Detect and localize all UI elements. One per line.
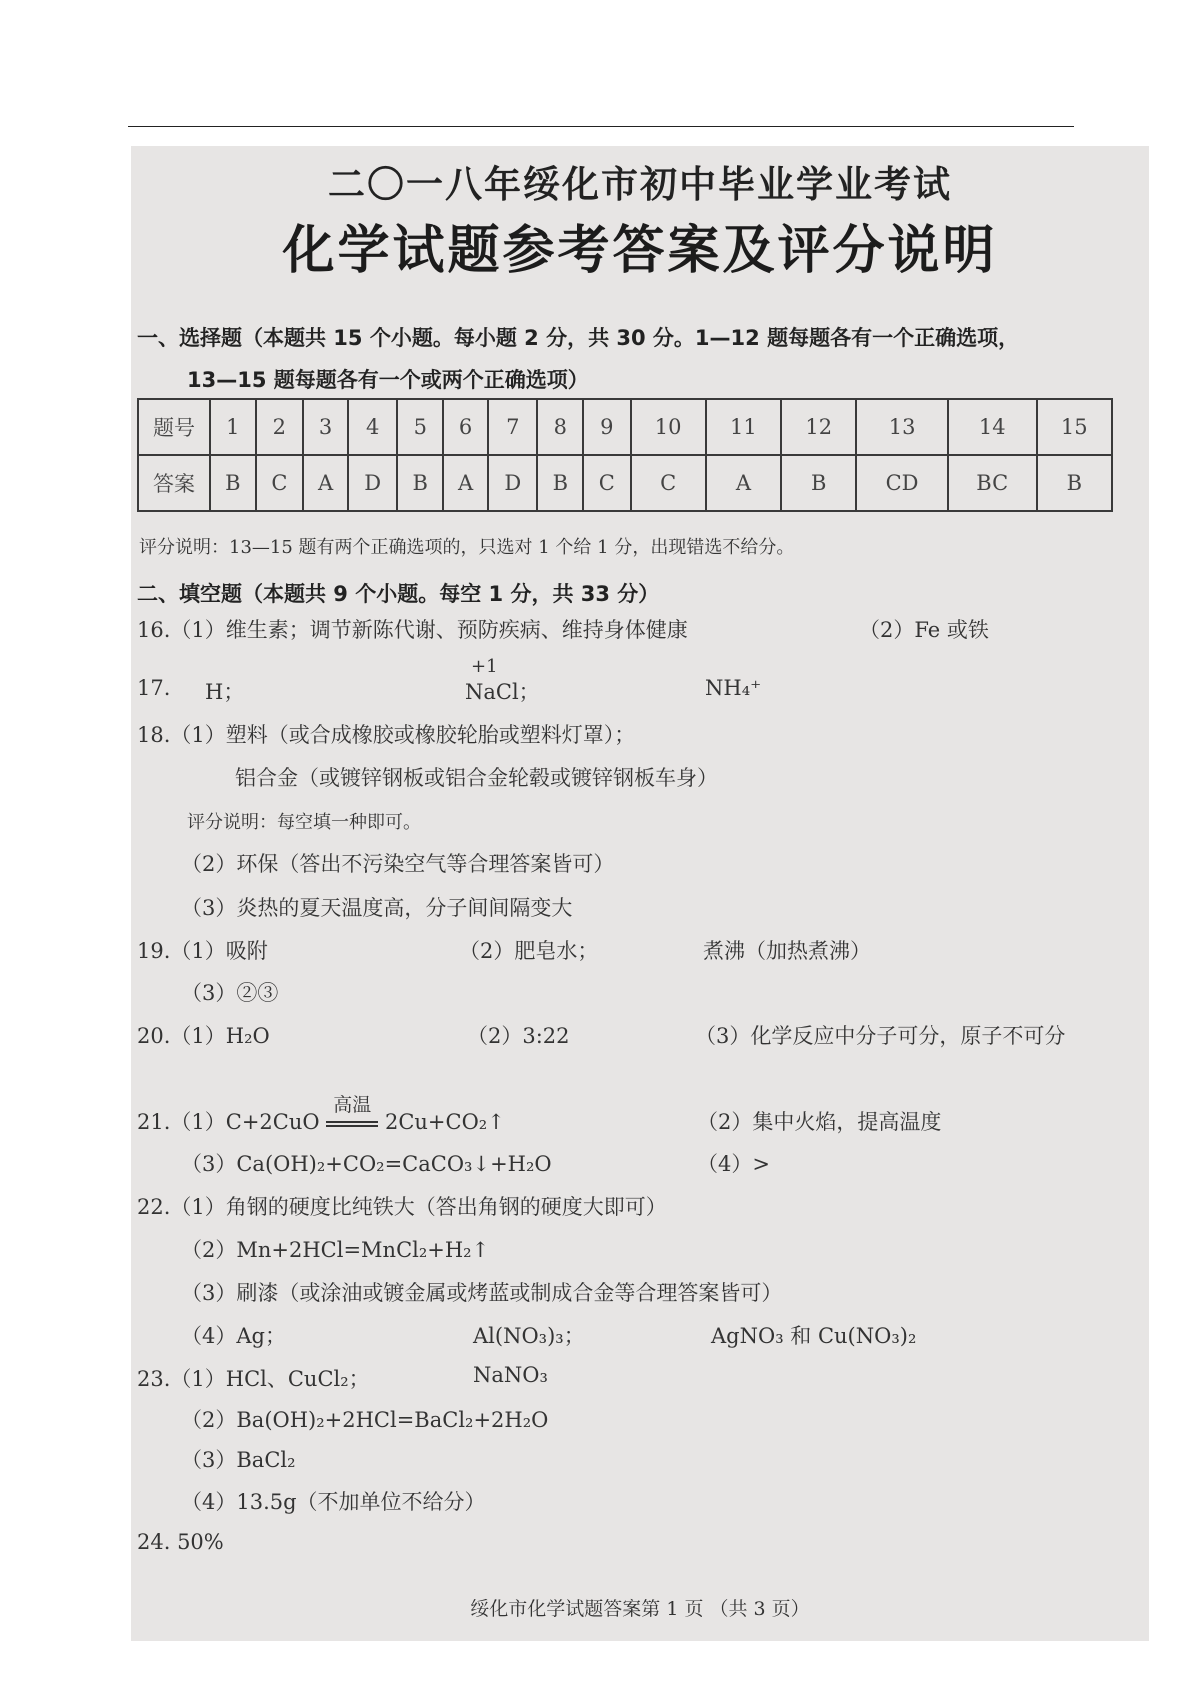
question-number: 13 — [856, 399, 947, 455]
answer-cell: D — [488, 455, 537, 511]
answer-cell: C — [631, 455, 706, 511]
answer-17-number: 17. — [137, 676, 171, 700]
answer-cell: A — [443, 455, 488, 511]
answer-cell: B — [397, 455, 443, 511]
table-row-answers — [138, 455, 1112, 511]
answer-22-part3: （3）刷漆（或涂油或镀金属或烤蓝或制成合金等合理答案皆可） — [181, 1281, 783, 1305]
answer-19-part1: 19.（1）吸附 — [137, 939, 268, 963]
question-number: 14 — [948, 399, 1037, 455]
answer-17-c: NH₄⁺ — [705, 676, 762, 700]
answer-21-part2: （2）集中火焰，提高温度 — [697, 1110, 942, 1134]
answer-key-title: 化学试题参考答案及评分说明 — [282, 221, 998, 281]
question-number: 6 — [443, 399, 488, 455]
answer-21-part1 — [137, 1094, 505, 1136]
condition-label: 高温 — [333, 1094, 372, 1116]
top-rule — [128, 126, 1074, 127]
answer-19-part2b: 煮沸（加热煮沸） — [703, 939, 871, 963]
answer-18-part1: 18.（1）塑料（或合成橡胶或橡胶轮胎或塑料灯罩）； — [137, 723, 636, 747]
answer-19-part2: （2）肥皂水； — [459, 939, 599, 963]
answer-table — [137, 398, 1113, 512]
answer-20-part2: （2）3:22 — [467, 1024, 570, 1048]
question-number: 7 — [488, 399, 537, 455]
section1-heading-cont: 13—15 题每题各有一个或两个正确选项） — [187, 368, 589, 392]
answer-16-part1: 16.（1）维生素；调节新陈代谢、预防疾病、维持身体健康 — [137, 618, 688, 642]
answer-20-part3: （3）化学反应中分子可分，原子不可分 — [695, 1024, 1066, 1048]
question-number: 4 — [348, 399, 397, 455]
question-number: 1 — [210, 399, 256, 455]
scanned-page — [131, 146, 1149, 1641]
answer-cell: C — [256, 455, 303, 511]
question-number: 2 — [256, 399, 303, 455]
answer-24: 24. 50% — [137, 1530, 224, 1554]
answer-23-part1a: 23.（1）HCl、CuCl₂； — [137, 1367, 370, 1391]
answer-cell: B — [781, 455, 856, 511]
section1-heading: 一、选择题（本题共 15 个小题。每小题 2 分，共 30 分。1—12 题每题各有一个正确选项， — [137, 326, 1020, 350]
answer-21-part4: （4）> — [697, 1152, 770, 1176]
section2-heading: 二、填空题（本题共 9 个小题。每空 1 分，共 33 分） — [137, 582, 660, 606]
question-number: 3 — [303, 399, 348, 455]
scoring-note-1: 评分说明：13—15 题有两个正确选项的，只选对 1 个给 1 分，出现错选不给分。 — [139, 537, 795, 558]
reaction-condition — [326, 1094, 378, 1134]
answer-cell: D — [348, 455, 397, 511]
answer-23-part3: （3）BaCl₂ — [181, 1448, 296, 1472]
answer-22-part4a: （4）Ag； — [181, 1324, 286, 1348]
answer-17-a: H； — [205, 680, 245, 704]
answer-cell: BC — [948, 455, 1037, 511]
answer-cell: B — [210, 455, 256, 511]
question-number: 9 — [583, 399, 630, 455]
table-row-numbers — [138, 399, 1112, 455]
answer-23-part1b: NaNO₃ — [473, 1363, 548, 1387]
answer-22-part1: 22.（1）角钢的硬度比纯铁大（答出角钢的硬度大即可） — [137, 1195, 667, 1219]
answer-18-part3: （3）炎热的夏天温度高，分子间间隔变大 — [181, 896, 573, 920]
answer-22-part4c: AgNO₃ 和 Cu(NO₃)₂ — [711, 1324, 917, 1348]
answer-18-part1-cont: 铝合金（或镀锌钢板或铝合金轮毂或镀锌钢板车身） — [235, 766, 718, 790]
answer-17-b: NaCl； — [465, 680, 540, 704]
question-number: 10 — [631, 399, 706, 455]
equation-reactants: 21.（1）C+2CuO — [137, 1110, 320, 1134]
question-number: 15 — [1037, 399, 1112, 455]
answer-cell: C — [583, 455, 630, 511]
answer-19-part3: （3）②③ — [181, 981, 279, 1005]
answer-21-part3: （3）Ca(OH)₂+CO₂=CaCO₃↓+H₂O — [181, 1152, 552, 1176]
question-number: 11 — [706, 399, 781, 455]
question-number: 5 — [397, 399, 443, 455]
answer-16-part2: （2）Fe 或铁 — [859, 618, 989, 642]
equation-products: 2Cu+CO₂↑ — [384, 1110, 505, 1134]
answer-22-part2: （2）Mn+2HCl=MnCl₂+H₂↑ — [181, 1238, 490, 1262]
answer-23-part2: （2）Ba(OH)₂+2HCl=BaCl₂+2H₂O — [181, 1408, 549, 1432]
page-footer: 绥化市化学试题答案第 1 页 （共 3 页） — [470, 1598, 810, 1620]
answer-cell: B — [1037, 455, 1112, 511]
row-label-number: 题号 — [138, 399, 210, 455]
answer-20-part1: 20.（1）H₂O — [137, 1024, 270, 1048]
answer-cell: B — [537, 455, 583, 511]
exam-title: 二〇一八年绥化市初中毕业学业考试 — [328, 163, 952, 206]
answer-cell: CD — [856, 455, 947, 511]
question-number: 12 — [781, 399, 856, 455]
answer-cell: A — [303, 455, 348, 511]
equals-bar — [326, 1121, 378, 1127]
answer-18-part2: （2）环保（答出不污染空气等合理答案皆可） — [181, 852, 615, 876]
answer-22-part4b: Al(NO₃)₃； — [473, 1324, 585, 1348]
scoring-note-18: 评分说明：每空填一种即可。 — [187, 812, 421, 833]
answer-23-part4: （4）13.5g（不加单位不给分） — [181, 1490, 486, 1514]
row-label-answer: 答案 — [138, 455, 210, 511]
answer-17-valence: +1 — [471, 656, 498, 677]
question-number: 8 — [537, 399, 583, 455]
answer-cell: A — [706, 455, 781, 511]
